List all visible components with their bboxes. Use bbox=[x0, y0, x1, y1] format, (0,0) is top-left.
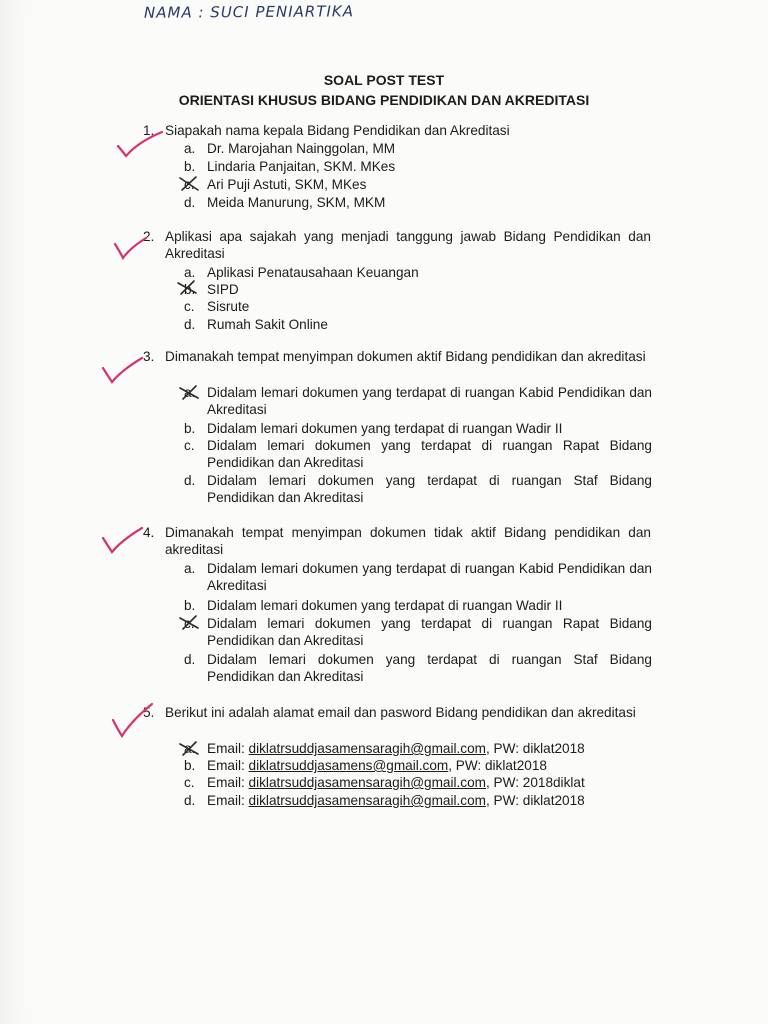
option-text: Lindaria Panjaitan, SKM. MKes bbox=[207, 159, 396, 174]
question-text: Dimanakah tempat menyimpan dokumen tidak aktif Bidang pendidikan dan akreditasi bbox=[165, 525, 651, 557]
option-text: Didalam lemari dokumen yang terdapat di ruangan Rapat Bidang Pendidikan dan Akreditasi bbox=[207, 438, 652, 470]
document-title: SOAL POST TEST bbox=[323, 72, 445, 88]
check-mark-icon bbox=[100, 524, 146, 556]
question-number: 3. bbox=[143, 349, 155, 364]
option-text bbox=[207, 740, 652, 757]
option-text: Didalam lemari dokumen yang terdapat di ruangan Staf Bidang Pendidikan dan Akreditasi bbox=[207, 473, 652, 505]
option-text: Didalam lemari dokumen yang terdapat di ruangan Kabid Pendidikan dan Akreditasi bbox=[207, 561, 652, 593]
email-address: diklatrsuddjasamensaragih@gmail.com bbox=[248, 793, 486, 808]
password-text: , PW: diklat2018 bbox=[486, 741, 585, 756]
email-address: diklatrsuddjasamensaragih@gmail.com bbox=[248, 741, 486, 756]
option-letter: c. bbox=[184, 438, 195, 453]
email-label: Email: bbox=[207, 758, 249, 773]
option-text: SIPD bbox=[207, 282, 239, 297]
option-text: Didalam lemari dokumen yang terdapat di ruangan Staf Bidang Pendidikan dan Akreditasi bbox=[207, 652, 652, 684]
email-label: Email: bbox=[207, 793, 249, 808]
password-text: , PW: diklat2018 bbox=[448, 758, 547, 773]
question-number: 1. bbox=[143, 123, 155, 138]
question-number: 2. bbox=[143, 229, 155, 244]
option-letter: a. bbox=[184, 265, 196, 280]
cross-mark-icon bbox=[178, 383, 200, 403]
option-letter: c. bbox=[184, 177, 195, 192]
question-text: Berikut ini adalah alamat email dan pasword Bidang pendidikan dan akreditasi bbox=[165, 705, 636, 720]
cross-mark-icon bbox=[178, 174, 200, 194]
email-label: Email: bbox=[207, 741, 249, 756]
email-label: Email: bbox=[207, 775, 249, 790]
cross-mark-icon bbox=[178, 613, 200, 633]
password-text: , PW: 2018diklat bbox=[486, 775, 585, 790]
option-letter: d. bbox=[184, 317, 196, 332]
option-letter: d. bbox=[184, 473, 196, 488]
option-text: Didalam lemari dokumen yang terdapat di ruangan Kabid Pendidikan dan Akreditasi bbox=[207, 385, 652, 417]
option-letter: c. bbox=[184, 616, 195, 631]
question-text: Dimanakah tempat menyimpan dokumen aktif Bidang pendidikan dan akreditasi bbox=[165, 349, 646, 364]
option-letter: a. bbox=[184, 561, 196, 576]
option-letter: d. bbox=[184, 195, 196, 210]
check-mark-icon bbox=[114, 128, 166, 160]
question-number: 4. bbox=[143, 525, 155, 540]
option-text: Aplikasi Penatausahaan Keuangan bbox=[207, 265, 419, 280]
option-letter: c. bbox=[184, 299, 195, 314]
document-subtitle: ORIENTASI KHUSUS BIDANG PENDIDIKAN DAN AKREDITASI bbox=[178, 92, 590, 108]
option-text: Dr. Marojahan Nainggolan, MM bbox=[207, 141, 396, 156]
option-text: Didalam lemari dokumen yang terdapat di ruangan Wadir II bbox=[207, 598, 563, 613]
option-letter: b. bbox=[184, 421, 196, 436]
cross-mark-icon bbox=[178, 739, 200, 759]
question-text: Siapakah nama kepala Bidang Pendidikan dan Akreditasi bbox=[165, 123, 510, 138]
option-text: Meida Manurung, SKM, MKM bbox=[207, 195, 386, 210]
option-letter: b. bbox=[184, 282, 196, 297]
option-text bbox=[207, 792, 652, 809]
option-text: Rumah Sakit Online bbox=[207, 317, 328, 332]
option-letter: b. bbox=[184, 159, 196, 174]
email-address: diklatrsuddjasamens@gmail.com bbox=[248, 758, 449, 773]
option-text bbox=[207, 757, 652, 774]
check-mark-icon bbox=[110, 700, 156, 740]
option-letter: c. bbox=[184, 775, 195, 790]
handwritten-name: NAMA : SUCI PENIARTIKA bbox=[143, 2, 355, 22]
password-text: , PW: diklat2018 bbox=[486, 793, 585, 808]
option-letter: a. bbox=[184, 141, 196, 156]
email-address: diklatrsuddjasamensaragih@gmail.com bbox=[248, 775, 486, 790]
option-letter: d. bbox=[184, 652, 196, 667]
option-letter: a. bbox=[184, 385, 196, 400]
check-mark-icon bbox=[100, 354, 146, 386]
question-number: 5. bbox=[143, 705, 155, 720]
option-text: Ari Puji Astuti, SKM, MKes bbox=[207, 177, 367, 192]
option-letter: b. bbox=[184, 598, 196, 613]
option-text bbox=[207, 774, 652, 791]
option-text: Didalam lemari dokumen yang terdapat di ruangan Wadir II bbox=[207, 421, 563, 436]
cross-mark-icon bbox=[176, 278, 200, 298]
question-text: Aplikasi apa sajakah yang menjadi tanggung jawab Bidang Pendidikan dan Akreditasi bbox=[165, 229, 651, 261]
option-letter: a. bbox=[184, 741, 196, 756]
check-mark-icon bbox=[112, 234, 152, 264]
option-letter: b. bbox=[184, 758, 196, 773]
option-text: Didalam lemari dokumen yang terdapat di ruangan Rapat Bidang Pendidikan dan Akreditasi bbox=[207, 616, 652, 648]
option-letter: d. bbox=[184, 793, 196, 808]
option-text: Sisrute bbox=[207, 299, 250, 314]
